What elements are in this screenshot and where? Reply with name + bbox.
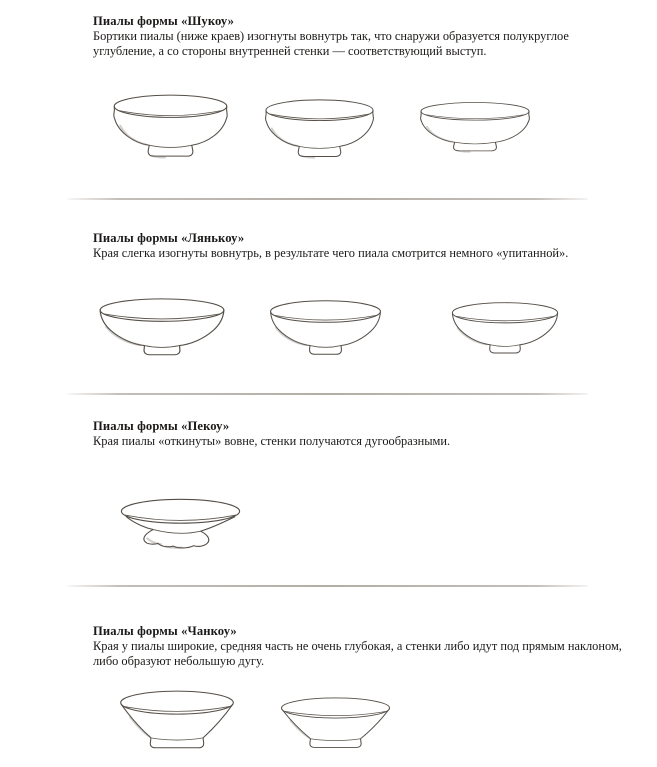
section-liankou xyxy=(93,231,568,261)
liankou-bowl-drawing xyxy=(95,297,229,368)
section-body-line: Края у пиалы широкие, средняя часть не очень глубокая, а стенки либо идут под прямым наклоном, xyxy=(93,639,622,653)
shukou-bowl-drawing xyxy=(109,92,232,174)
shukou-bowl-drawing xyxy=(261,97,378,173)
liankou-bowl-drawing xyxy=(266,299,385,367)
section-heading: Пиалы формы «Шукоу» xyxy=(93,14,235,28)
liankou-bowl-drawing xyxy=(448,301,562,365)
section-heading: Пиалы формы «Лянькоу» xyxy=(93,231,245,245)
changkou-bowl-drawing xyxy=(116,690,238,753)
section-divider xyxy=(67,585,588,587)
section-body-line: Края слегка изогнуты вовнутрь, в результате чего пиала смотрится немного «упитанной». xyxy=(93,246,569,260)
section-body-line: Края пиалы «откинуты» вовне, стенки получаются дугообразными. xyxy=(93,434,451,448)
section-pekou xyxy=(93,419,450,449)
section-changkou xyxy=(93,624,622,669)
changkou-bowl-drawing xyxy=(277,697,394,752)
section-body-line: либо образуют небольшую дугу. xyxy=(93,654,265,668)
section-body-line: углубление, а со стороны внутренней стенки — соответствующий выступ. xyxy=(93,44,487,58)
section-heading: Пиалы формы «Чанкоу» xyxy=(93,624,237,638)
section-divider xyxy=(67,198,588,200)
shukou-bowl-drawing xyxy=(416,100,534,165)
section-body-line: Бортики пиалы (ниже краев) изогнуты вовнутрь так, что снаружи образуется полукруглое xyxy=(93,29,569,43)
section-heading: Пиалы формы «Пекоу» xyxy=(93,419,230,433)
section-divider xyxy=(67,393,588,395)
section-shukou xyxy=(93,14,569,59)
pekou-bowl-drawing xyxy=(117,497,244,554)
